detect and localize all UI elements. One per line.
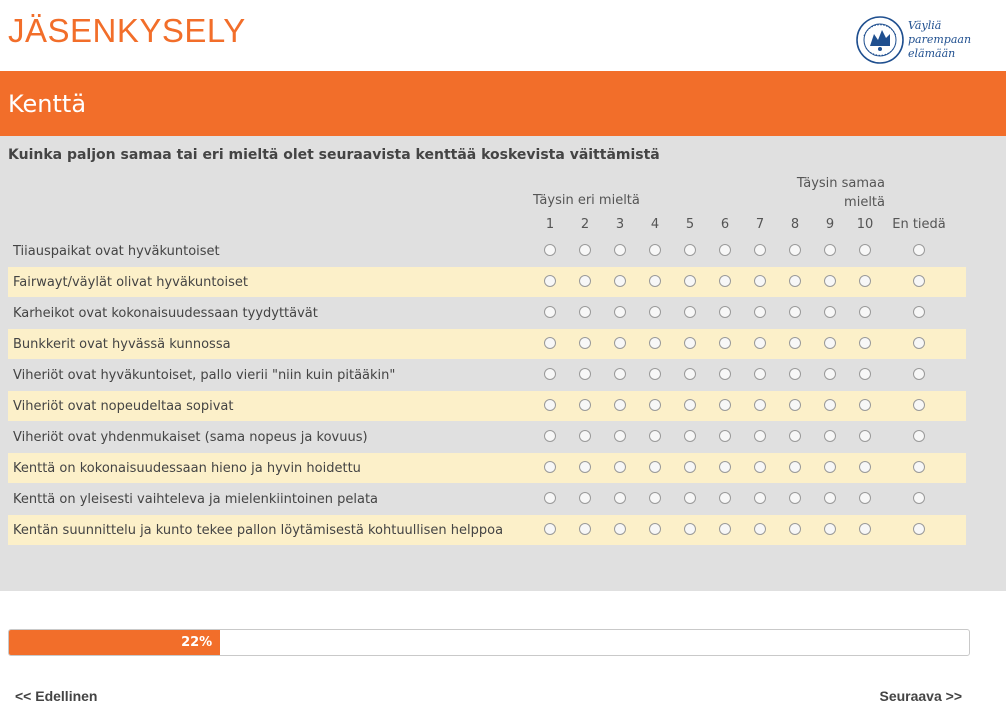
statement-row bbox=[8, 391, 966, 421]
rating-radio-9[interactable] bbox=[824, 368, 836, 380]
rating-radio-3[interactable] bbox=[614, 275, 626, 287]
scale-column-7: 7 bbox=[755, 217, 765, 232]
section-header bbox=[0, 71, 1006, 136]
rating-radio-1[interactable] bbox=[544, 337, 556, 349]
rating-radio-6[interactable] bbox=[719, 337, 731, 349]
statement-row bbox=[8, 484, 966, 514]
rating-radio-4[interactable] bbox=[649, 430, 661, 442]
golf-seal-icon bbox=[856, 16, 904, 64]
rating-radio-dont-know[interactable] bbox=[913, 275, 925, 287]
rating-radio-1[interactable] bbox=[544, 492, 556, 504]
rating-radio-dont-know[interactable] bbox=[913, 306, 925, 318]
rating-radio-4[interactable] bbox=[649, 492, 661, 504]
rating-radio-2[interactable] bbox=[579, 430, 591, 442]
rating-radio-10[interactable] bbox=[859, 244, 871, 256]
rating-radio-7[interactable] bbox=[754, 461, 766, 473]
rating-radio-9[interactable] bbox=[824, 275, 836, 287]
rating-radio-dont-know[interactable] bbox=[913, 461, 925, 473]
golf-federation-logo bbox=[856, 16, 996, 68]
rating-radio-5[interactable] bbox=[684, 399, 696, 411]
rating-radio-1[interactable] bbox=[544, 430, 556, 442]
rating-radio-10[interactable] bbox=[859, 306, 871, 318]
rating-radio-6[interactable] bbox=[719, 275, 731, 287]
rating-radio-10[interactable] bbox=[859, 337, 871, 349]
rating-radio-4[interactable] bbox=[649, 523, 661, 535]
progress-bar bbox=[8, 629, 970, 656]
rating-radio-7[interactable] bbox=[754, 368, 766, 380]
rating-radio-8[interactable] bbox=[789, 492, 801, 504]
scale-column-1: 1 bbox=[545, 217, 555, 232]
statement-row bbox=[8, 422, 966, 452]
statement-label: Viheriöt ovat nopeudeltaa sopivat bbox=[13, 399, 234, 414]
rating-radio-6[interactable] bbox=[719, 244, 731, 256]
statement-label: Kenttä on yleisesti vaihteleva ja mielenkiintoinen pelata bbox=[13, 492, 379, 507]
next-button[interactable]: Seuraava >> bbox=[879, 688, 962, 704]
rating-radio-7[interactable] bbox=[754, 306, 766, 318]
rating-radio-7[interactable] bbox=[754, 399, 766, 411]
rating-radio-6[interactable] bbox=[719, 461, 731, 473]
statement-label: Tiiauspaikat ovat hyväkuntoiset bbox=[13, 244, 220, 259]
scale-column-9: 9 bbox=[825, 217, 835, 232]
rating-radio-6[interactable] bbox=[719, 523, 731, 535]
scale-column-5: 5 bbox=[685, 217, 695, 232]
statement-label: Viheriöt ovat yhdenmukaiset (sama nopeus ja kovuus) bbox=[13, 430, 368, 445]
scale-column-6: 6 bbox=[720, 217, 730, 232]
rating-radio-2[interactable] bbox=[579, 461, 591, 473]
rating-radio-7[interactable] bbox=[754, 337, 766, 349]
statement-row bbox=[8, 515, 966, 545]
rating-radio-4[interactable] bbox=[649, 368, 661, 380]
rating-radio-10[interactable] bbox=[859, 461, 871, 473]
rating-radio-2[interactable] bbox=[579, 244, 591, 256]
rating-radio-1[interactable] bbox=[544, 399, 556, 411]
statement-row bbox=[8, 236, 966, 266]
rating-radio-1[interactable] bbox=[544, 461, 556, 473]
rating-radio-8[interactable] bbox=[789, 461, 801, 473]
rating-radio-10[interactable] bbox=[859, 368, 871, 380]
scale-column-10: 10 bbox=[856, 217, 874, 232]
rating-radio-2[interactable] bbox=[579, 306, 591, 318]
rating-radio-9[interactable] bbox=[824, 430, 836, 442]
statement-row bbox=[8, 298, 966, 328]
statement-label: Viheriöt ovat hyväkuntoiset, pallo vierii "niin kuin pitääkin" bbox=[13, 368, 396, 383]
rating-radio-8[interactable] bbox=[789, 430, 801, 442]
progress-label: 22% bbox=[181, 635, 213, 650]
scale-column-2: 2 bbox=[580, 217, 590, 232]
header bbox=[0, 0, 1006, 71]
rating-radio-9[interactable] bbox=[824, 492, 836, 504]
rating-radio-6[interactable] bbox=[719, 430, 731, 442]
statement-row bbox=[8, 329, 966, 359]
rating-radio-5[interactable] bbox=[684, 461, 696, 473]
scale-column-8: 8 bbox=[790, 217, 800, 232]
rating-radio-2[interactable] bbox=[579, 368, 591, 380]
previous-button[interactable]: << Edellinen bbox=[15, 688, 98, 704]
statement-label: Kenttä on kokonaisuudessaan hieno ja hyvin hoidettu bbox=[13, 461, 361, 476]
rating-radio-2[interactable] bbox=[579, 337, 591, 349]
rating-radio-5[interactable] bbox=[684, 306, 696, 318]
statement-label: Fairwayt/väylät olivat hyväkuntoiset bbox=[13, 275, 248, 290]
scale-column-4: 4 bbox=[650, 217, 660, 232]
statement-row bbox=[8, 360, 966, 390]
rating-radio-9[interactable] bbox=[824, 337, 836, 349]
rating-radio-6[interactable] bbox=[719, 399, 731, 411]
rating-radio-4[interactable] bbox=[649, 244, 661, 256]
rating-radio-9[interactable] bbox=[824, 306, 836, 318]
rating-radio-5[interactable] bbox=[684, 430, 696, 442]
rating-radio-10[interactable] bbox=[859, 492, 871, 504]
rating-radio-8[interactable] bbox=[789, 399, 801, 411]
rating-radio-4[interactable] bbox=[649, 461, 661, 473]
rating-radio-4[interactable] bbox=[649, 275, 661, 287]
rating-radio-9[interactable] bbox=[824, 244, 836, 256]
section-title: Kenttä bbox=[8, 90, 87, 118]
rating-radio-dont-know[interactable] bbox=[913, 523, 925, 535]
rating-radio-10[interactable] bbox=[859, 399, 871, 411]
rating-radio-3[interactable] bbox=[614, 244, 626, 256]
rating-radio-1[interactable] bbox=[544, 523, 556, 535]
rating-radio-8[interactable] bbox=[789, 306, 801, 318]
logo-tagline: Väyliä parempaan elämään bbox=[908, 19, 972, 60]
rating-radio-4[interactable] bbox=[649, 399, 661, 411]
rating-radio-5[interactable] bbox=[684, 337, 696, 349]
rating-radio-5[interactable] bbox=[684, 244, 696, 256]
statement-row bbox=[8, 453, 966, 483]
rating-radio-7[interactable] bbox=[754, 523, 766, 535]
scale-column-3: 3 bbox=[615, 217, 625, 232]
rating-radio-9[interactable] bbox=[824, 461, 836, 473]
rating-radio-6[interactable] bbox=[719, 368, 731, 380]
rating-radio-dont-know[interactable] bbox=[913, 430, 925, 442]
rating-radio-2[interactable] bbox=[579, 523, 591, 535]
rating-radio-dont-know[interactable] bbox=[913, 492, 925, 504]
rating-radio-9[interactable] bbox=[824, 523, 836, 535]
rating-radio-1[interactable] bbox=[544, 368, 556, 380]
rating-radio-2[interactable] bbox=[579, 275, 591, 287]
rating-radio-7[interactable] bbox=[754, 275, 766, 287]
rating-radio-7[interactable] bbox=[754, 492, 766, 504]
rating-radio-10[interactable] bbox=[859, 430, 871, 442]
rating-radio-9[interactable] bbox=[824, 399, 836, 411]
rating-radio-1[interactable] bbox=[544, 275, 556, 287]
statement-label: Bunkkerit ovat hyvässä kunnossa bbox=[13, 337, 231, 352]
progress-fill bbox=[9, 630, 220, 655]
rating-radio-8[interactable] bbox=[789, 523, 801, 535]
scale-low-label: Täysin eri mieltä bbox=[533, 193, 640, 208]
rating-radio-3[interactable] bbox=[614, 461, 626, 473]
rating-radio-dont-know[interactable] bbox=[913, 368, 925, 380]
rating-radio-7[interactable] bbox=[754, 430, 766, 442]
rating-radio-dont-know[interactable] bbox=[913, 244, 925, 256]
rating-radio-1[interactable] bbox=[544, 306, 556, 318]
rating-radio-3[interactable] bbox=[614, 306, 626, 318]
rating-radio-3[interactable] bbox=[614, 430, 626, 442]
rating-radio-8[interactable] bbox=[789, 368, 801, 380]
statement-label: Karheikot ovat kokonaisuudessaan tyydyttävät bbox=[13, 306, 318, 321]
scale-high-label: Täysin samaa mieltä bbox=[796, 176, 885, 210]
scale-column-dont-know: En tiedä bbox=[892, 217, 946, 232]
rating-radio-1[interactable] bbox=[544, 244, 556, 256]
question-text: Kuinka paljon samaa tai eri mieltä olet seuraavista kenttää koskevista väittämistä bbox=[8, 147, 660, 163]
rating-radio-3[interactable] bbox=[614, 368, 626, 380]
rating-radio-5[interactable] bbox=[684, 275, 696, 287]
rating-radio-dont-know[interactable] bbox=[913, 337, 925, 349]
rating-radio-2[interactable] bbox=[579, 492, 591, 504]
rating-radio-3[interactable] bbox=[614, 523, 626, 535]
rating-radio-3[interactable] bbox=[614, 337, 626, 349]
survey-title: JÄSENKYSELY bbox=[8, 12, 246, 49]
rating-radio-6[interactable] bbox=[719, 306, 731, 318]
rating-radio-5[interactable] bbox=[684, 368, 696, 380]
statement-row bbox=[8, 267, 966, 297]
rating-radio-7[interactable] bbox=[754, 244, 766, 256]
rating-radio-4[interactable] bbox=[649, 337, 661, 349]
statement-label: Kentän suunnittelu ja kunto tekee pallon löytämisestä kohtuullisen helppoa bbox=[13, 523, 504, 538]
rating-radio-6[interactable] bbox=[719, 492, 731, 504]
rating-radio-dont-know[interactable] bbox=[913, 399, 925, 411]
rating-radio-10[interactable] bbox=[859, 275, 871, 287]
rating-radio-4[interactable] bbox=[649, 306, 661, 318]
rating-radio-8[interactable] bbox=[789, 337, 801, 349]
rating-radio-3[interactable] bbox=[614, 399, 626, 411]
rating-radio-8[interactable] bbox=[789, 244, 801, 256]
rating-radio-2[interactable] bbox=[579, 399, 591, 411]
rating-radio-5[interactable] bbox=[684, 492, 696, 504]
rating-radio-10[interactable] bbox=[859, 523, 871, 535]
rating-radio-8[interactable] bbox=[789, 275, 801, 287]
rating-radio-3[interactable] bbox=[614, 492, 626, 504]
rating-radio-5[interactable] bbox=[684, 523, 696, 535]
